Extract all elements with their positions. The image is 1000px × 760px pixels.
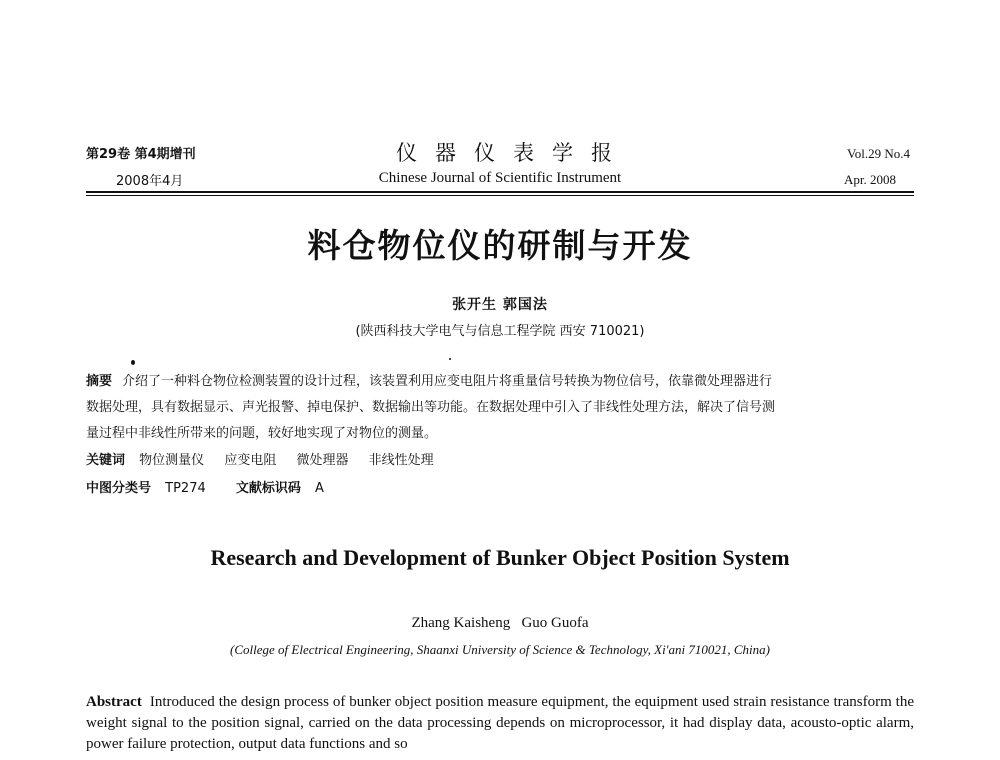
affiliation-en: (College of Electrical Engineering, Shaanxi University of Science & Technology, Xi'ani 710021, China) <box>230 642 770 657</box>
classification-cn <box>86 480 914 498</box>
authors-en: Zhang Kaisheng Guo Guofa <box>411 615 589 631</box>
abstract-cn-line-2: 数据处理，具有数据显示、声光报警、掉电保护、数据输出等功能。在数据处理中引入了非线性处理方法，解决了信号测 <box>86 400 776 415</box>
abstract-cn-line-3: 量过程中非线性所带来的问题，较好地实现了对物位的测量。 <box>86 426 438 441</box>
abstract-en-text: Introduced the design process of bunker object position measure equipment, the equipment used strain resistance transform the weight signal to the position signal, carried on the data processing depends on microprocessor, it had display data, acousto-optic alarm, power failure protection, output data functions and so <box>86 694 914 752</box>
doc-code-label: 文献标识码 <box>235 481 301 496</box>
journal-title-cn: 仪器仪表学报 <box>396 141 630 165</box>
affiliation-cn: (陕西科技大学电气与信息工程学院 西安 710021) <box>355 324 645 339</box>
volume-issue-en: Vol.29 No.4 <box>847 146 910 161</box>
keywords-cn-label: 关键词 <box>86 453 126 468</box>
keyword-cn: 非线性处理 <box>368 453 434 468</box>
date-cn: 2008年4月 <box>116 174 184 189</box>
paper-title-cn: 料仓物位仪的研制与开发 <box>307 226 693 265</box>
header-rule-thick <box>86 191 914 193</box>
keyword-cn: 物位测量仪 <box>139 453 205 468</box>
volume-issue-cn: 第29卷 第4期增刊 <box>86 147 196 162</box>
abstract-cn-text-1: 介绍了一种料仓物位检测装置的设计过程，该装置利用应变电阻片将重量信号转换为物位信号，依靠微处理器进行 <box>122 374 773 389</box>
journal-title-en: Chinese Journal of Scientific Instrument <box>378 170 622 186</box>
keyword-cn: 微处理器 <box>296 453 349 468</box>
abstract-en-label: Abstract <box>86 694 142 710</box>
date-en: Apr. 2008 <box>844 172 896 187</box>
abstract-cn-line-1 <box>86 373 914 391</box>
keyword-cn: 应变电阻 <box>224 453 277 468</box>
paper-title-en: Research and Development of Bunker Object Position System <box>210 545 790 570</box>
keywords-cn <box>86 452 914 470</box>
header-rule-thin <box>86 195 914 196</box>
abstract-cn-label: 摘要 <box>86 374 113 389</box>
doc-code: A <box>315 481 324 496</box>
scan-speck <box>449 358 451 360</box>
abstract-en <box>86 692 914 755</box>
scan-speck <box>131 360 135 365</box>
classification-label: 中图分类号 <box>86 481 152 496</box>
classification-code: TP274 <box>165 481 206 496</box>
authors-cn: 张开生 郭国法 <box>452 297 548 313</box>
